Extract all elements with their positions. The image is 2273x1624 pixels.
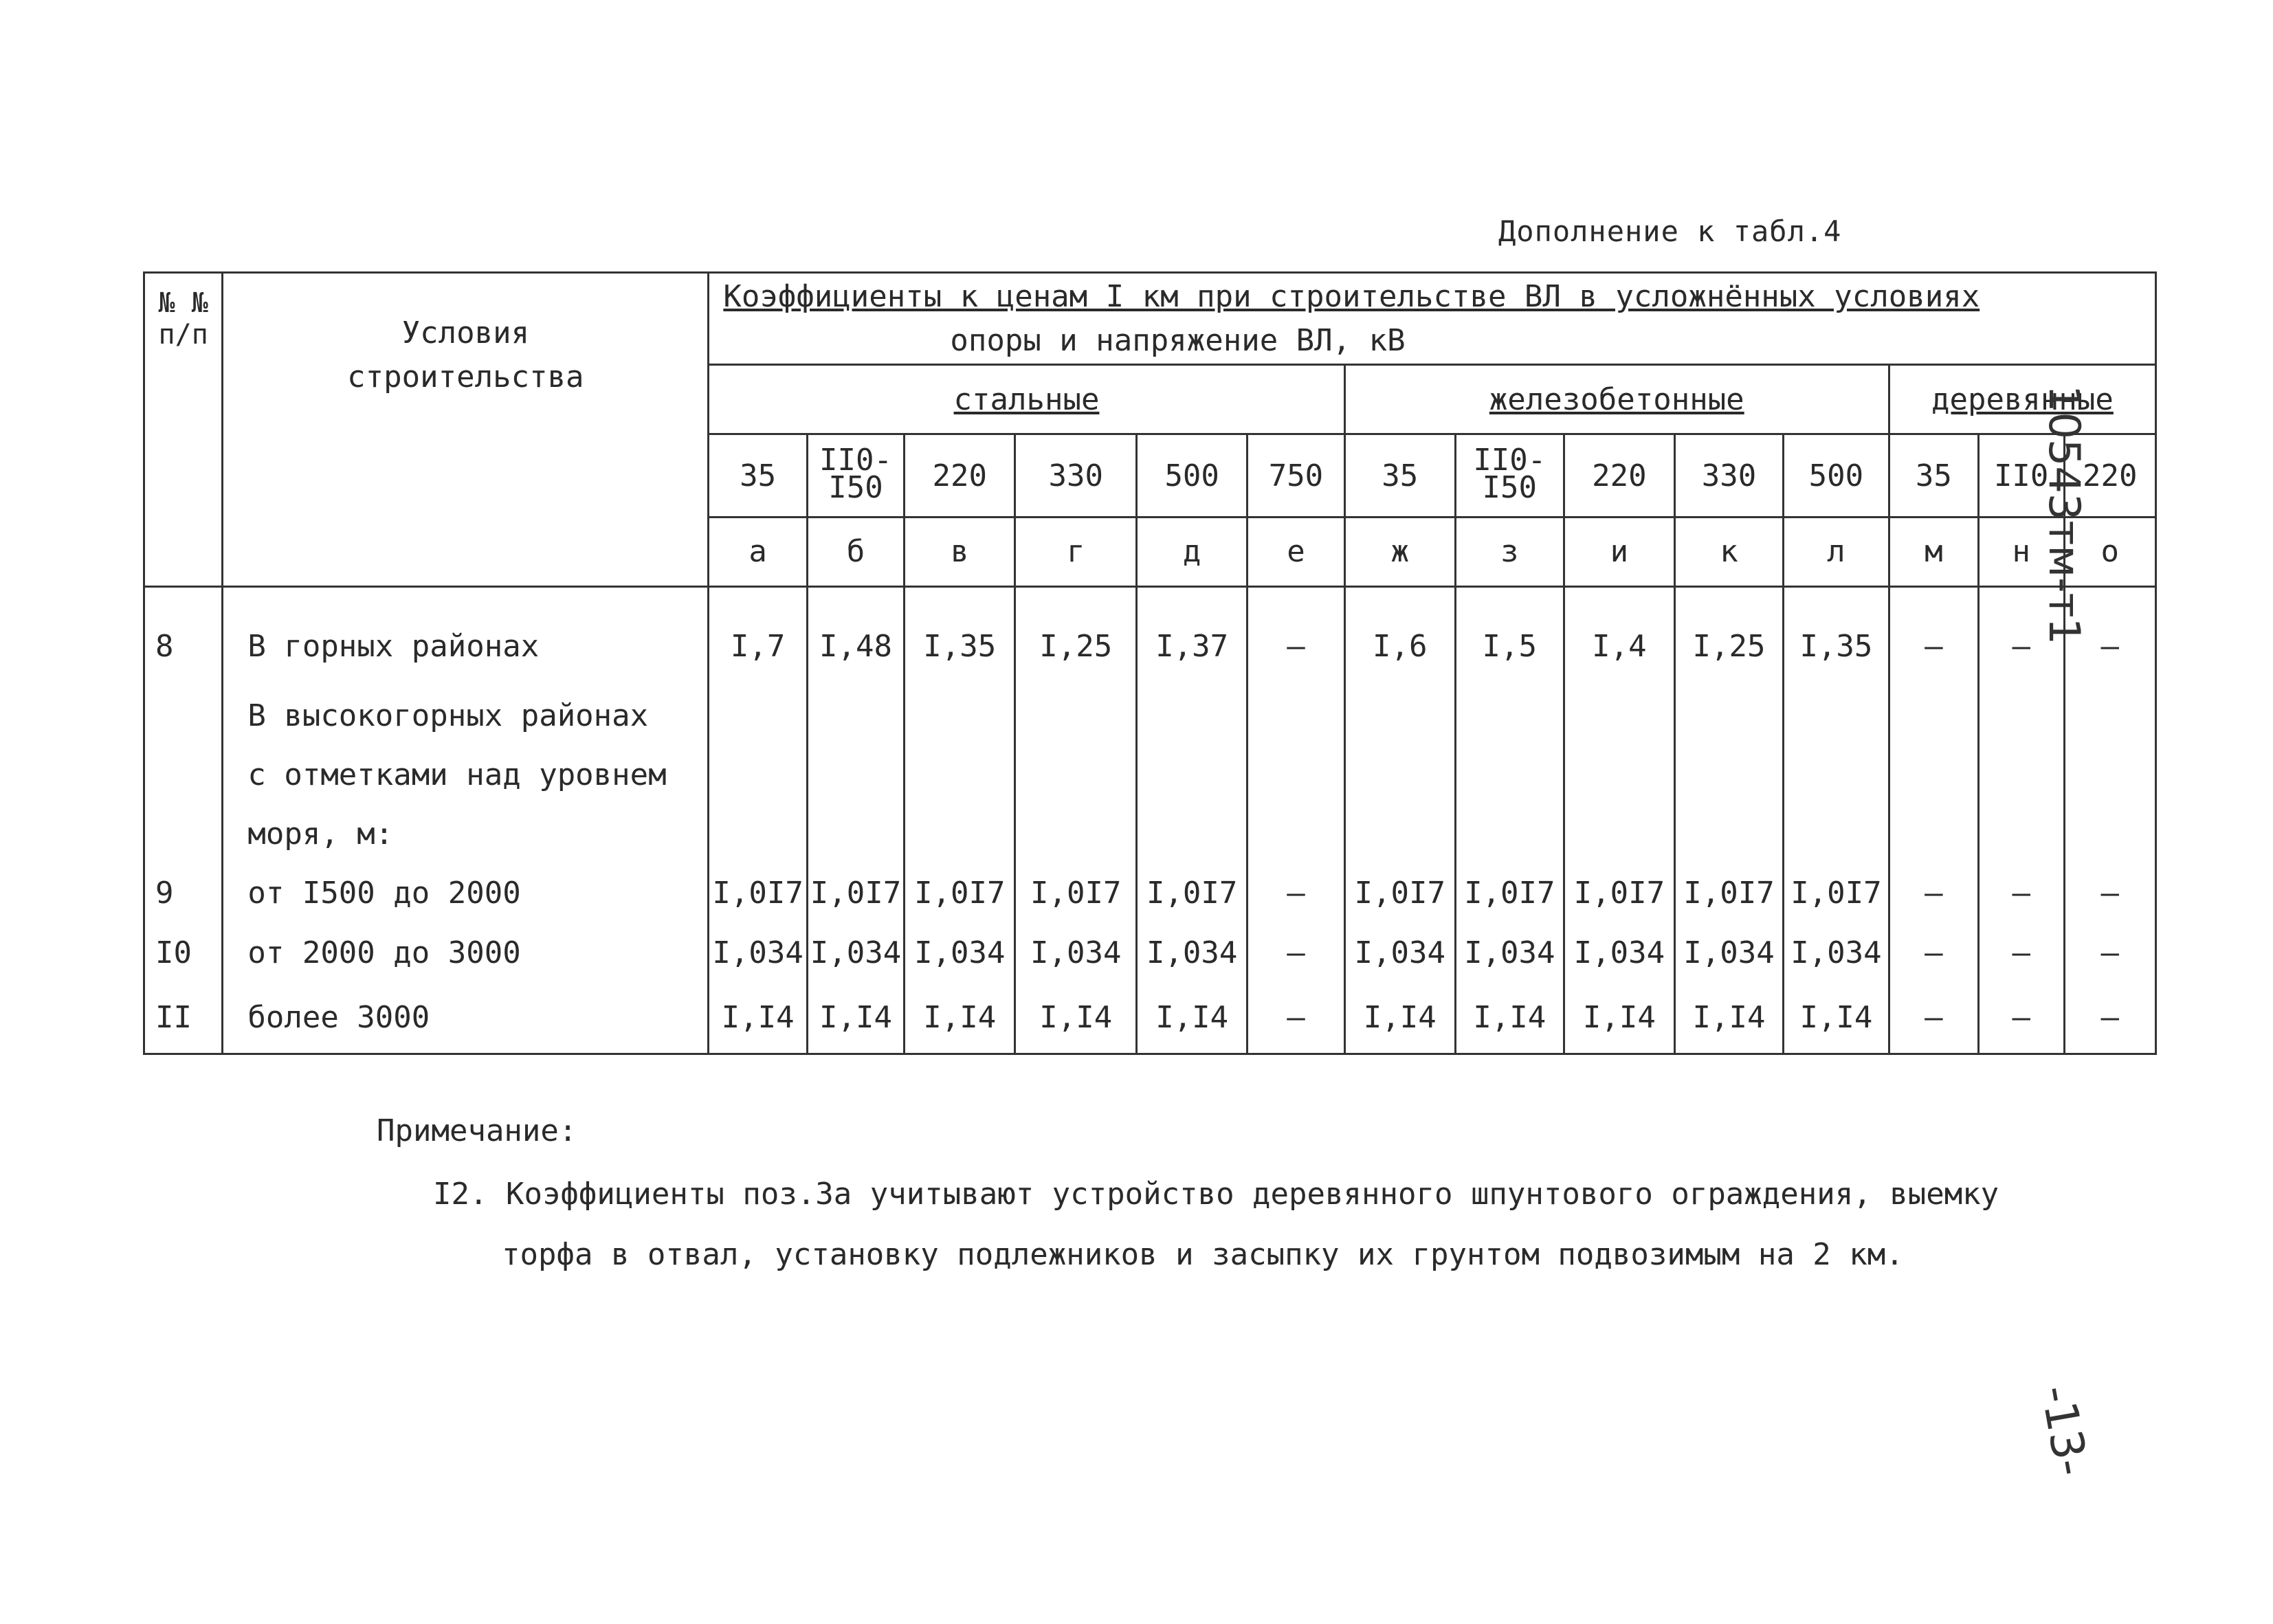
coefficient-cell: I,I4 <box>1455 982 1564 1054</box>
column-letter: ж <box>1344 518 1455 587</box>
coefficient-cell <box>1137 746 1248 805</box>
header-title-line1: Коэффициенты к ценам I км при строительстве ВЛ в усложнённых условиях <box>723 278 1980 314</box>
coefficient-cell: I,034 <box>807 923 904 982</box>
table-row <box>144 746 2156 805</box>
voltage-header <box>1889 434 1978 517</box>
coefficient-cell <box>1674 686 1783 745</box>
header-conditions <box>223 273 709 587</box>
coefficient-cell: – <box>1889 586 1978 686</box>
voltage-header <box>1455 434 1564 517</box>
coefficient-cell: – <box>1978 923 2064 982</box>
coefficient-cell: I,37 <box>1137 586 1248 686</box>
row-condition: моря, м: <box>223 805 709 864</box>
coefficient-cell <box>1455 686 1564 745</box>
coefficient-cell <box>1564 805 1674 864</box>
coefficient-cell <box>1455 805 1564 864</box>
coefficient-cell: – <box>2064 982 2155 1054</box>
coefficient-cell: I,7 <box>709 586 807 686</box>
coefficient-cell: I,0I7 <box>905 864 1015 923</box>
column-letter: л <box>1783 518 1889 587</box>
row-number: 9 <box>144 864 223 923</box>
coefficient-cell: I,034 <box>1455 923 1564 982</box>
column-letter: м <box>1889 518 1978 587</box>
header-num <box>144 273 223 587</box>
coefficient-cell: I,0I7 <box>1783 864 1889 923</box>
coefficient-cell: I,0I7 <box>1455 864 1564 923</box>
coefficient-cell: – <box>1248 982 1344 1054</box>
note-label: Примечание: <box>377 1113 577 1148</box>
row-condition: от I500 до 2000 <box>223 864 709 923</box>
coefficient-cell <box>1248 686 1344 745</box>
voltage-label: 500 <box>1164 458 1219 493</box>
document-code: 10543тм-т1 <box>2039 385 2089 645</box>
voltage-label: 330 <box>1701 458 1757 493</box>
coefficient-cell <box>1248 805 1344 864</box>
coefficient-cell: I,25 <box>1015 586 1137 686</box>
coefficient-cell <box>2064 686 2155 745</box>
column-letter: е <box>1248 518 1344 587</box>
coefficient-cell <box>1674 805 1783 864</box>
header-title <box>709 273 2156 365</box>
column-letter: б <box>807 518 904 587</box>
voltage-label: II0 <box>1993 458 2049 493</box>
voltage-label: 500 <box>1808 458 1864 493</box>
column-letter: о <box>2064 518 2155 587</box>
coefficient-cell: I,034 <box>709 923 807 982</box>
coefficient-cell: I,0I7 <box>1137 864 1248 923</box>
voltage-label: 220 <box>2083 458 2138 493</box>
coefficient-cell <box>905 746 1015 805</box>
row-number <box>144 805 223 864</box>
header-title-line2: опоры и напряжение ВЛ, кВ <box>950 322 1406 358</box>
coefficient-cell: I,I4 <box>1783 982 1889 1054</box>
coefficient-cell: – <box>1889 864 1978 923</box>
coefficient-cell: I,5 <box>1455 586 1564 686</box>
coefficient-cell <box>1137 686 1248 745</box>
coefficient-cell: I,I4 <box>807 982 904 1054</box>
table-row <box>144 586 2156 686</box>
coefficient-cell <box>709 746 807 805</box>
coefficient-cell: I,034 <box>1344 923 1455 982</box>
coefficient-cell: I,I4 <box>1564 982 1674 1054</box>
coefficient-cell: I,0I7 <box>709 864 807 923</box>
coefficient-cell: – <box>1889 923 1978 982</box>
coefficient-cell <box>1674 746 1783 805</box>
coefficient-cell: I,034 <box>1137 923 1248 982</box>
coefficient-cell <box>807 746 904 805</box>
row-condition: В высокогорных районах <box>223 686 709 745</box>
coefficient-cell: I,I4 <box>1674 982 1783 1054</box>
voltage-header <box>905 434 1015 517</box>
coefficient-cell <box>1248 746 1344 805</box>
coefficient-cell <box>905 805 1015 864</box>
coefficient-cell <box>1783 805 1889 864</box>
group-steel: стальные <box>709 365 1344 434</box>
coefficient-cell: I,0I7 <box>1015 864 1137 923</box>
coefficient-cell <box>1015 686 1137 745</box>
coefficient-cell <box>1564 686 1674 745</box>
coefficient-cell <box>1889 746 1978 805</box>
row-condition: более 3000 <box>223 982 709 1054</box>
coefficient-cell <box>807 686 904 745</box>
coefficient-cell <box>1137 805 1248 864</box>
voltage-header <box>807 434 904 517</box>
coefficient-cell: – <box>1248 864 1344 923</box>
coefficient-cell <box>807 805 904 864</box>
header-num-text: № № п/п <box>158 287 208 351</box>
coefficient-cell <box>709 805 807 864</box>
column-letter: и <box>1564 518 1674 587</box>
coefficient-cell <box>1889 805 1978 864</box>
coefficient-cell: – <box>2064 864 2155 923</box>
coefficient-cell <box>1455 746 1564 805</box>
row-condition: с отметками над уровнем <box>223 746 709 805</box>
coefficient-cell: I,034 <box>1783 923 1889 982</box>
header-conditions-text: Условия строительства <box>347 315 584 394</box>
column-letter: к <box>1674 518 1783 587</box>
page-number: -13- <box>2030 1381 2098 1480</box>
coefficient-cell: I,034 <box>905 923 1015 982</box>
voltage-header <box>1344 434 1455 517</box>
column-letter: а <box>709 518 807 587</box>
coefficient-cell: I,25 <box>1674 586 1783 686</box>
coefficient-cell <box>2064 805 2155 864</box>
voltage-label: II0- I50 <box>819 442 892 505</box>
note-line-1: I2. Коэффициенты поз.3а учитывают устройство деревянного шпунтового ограждения, выемку <box>433 1177 1999 1212</box>
coefficient-cell <box>1564 746 1674 805</box>
voltage-header <box>1564 434 1674 517</box>
coefficient-cell: I,0I7 <box>1344 864 1455 923</box>
coefficient-cell: I,I4 <box>1344 982 1455 1054</box>
column-letter: д <box>1137 518 1248 587</box>
coefficient-cell <box>1015 805 1137 864</box>
note-line-2: торфа в отвал, установку подлежников и засыпку их грунтом подвозимым на 2 км. <box>502 1237 1904 1272</box>
column-letter: г <box>1015 518 1137 587</box>
coefficient-cell <box>1978 686 2064 745</box>
table-row <box>144 864 2156 923</box>
group-concrete: железобетонные <box>1344 365 1889 434</box>
voltage-label: 220 <box>1592 458 1647 493</box>
coefficient-cell: – <box>2064 586 2155 686</box>
row-number: 8 <box>144 586 223 686</box>
coefficient-cell: I,I4 <box>1015 982 1137 1054</box>
coefficient-cell <box>905 686 1015 745</box>
column-letter: в <box>905 518 1015 587</box>
coefficient-cell: I,034 <box>1674 923 1783 982</box>
row-condition: от 2000 до 3000 <box>223 923 709 982</box>
row-number: II <box>144 982 223 1054</box>
coefficient-cell <box>709 686 807 745</box>
coefficient-cell <box>1978 746 2064 805</box>
table-row <box>144 686 2156 745</box>
voltage-header <box>1015 434 1137 517</box>
voltage-label: 330 <box>1048 458 1103 493</box>
voltage-label: 35 <box>740 458 777 493</box>
coefficient-cell: – <box>1248 586 1344 686</box>
voltage-label: 220 <box>932 458 988 493</box>
coefficient-cell <box>1015 746 1137 805</box>
column-letter: з <box>1455 518 1564 587</box>
coefficient-cell: I,0I7 <box>1674 864 1783 923</box>
coefficient-cell: I,6 <box>1344 586 1455 686</box>
coefficient-cell <box>2064 746 2155 805</box>
coefficient-cell <box>1344 805 1455 864</box>
coefficients-table <box>143 271 2157 1055</box>
coefficient-cell <box>1978 805 2064 864</box>
coefficient-cell: – <box>1978 586 2064 686</box>
supplement-caption: Дополнение к табл.4 <box>1498 214 1842 248</box>
coefficient-cell: I,I4 <box>1137 982 1248 1054</box>
row-number <box>144 746 223 805</box>
voltage-label: 750 <box>1268 458 1324 493</box>
voltage-label: 35 <box>1915 458 1952 493</box>
coefficient-cell <box>1889 686 1978 745</box>
voltage-header <box>709 434 807 517</box>
voltage-header <box>1137 434 1248 517</box>
voltage-label: 35 <box>1382 458 1419 493</box>
coefficient-cell: I,35 <box>905 586 1015 686</box>
table-row <box>144 982 2156 1054</box>
coefficient-cell: I,35 <box>1783 586 1889 686</box>
coefficient-cell: – <box>1889 982 1978 1054</box>
coefficient-cell: I,0I7 <box>807 864 904 923</box>
row-condition: В горных районах <box>223 586 709 686</box>
voltage-header <box>1248 434 1344 517</box>
coefficient-cell: – <box>1978 864 2064 923</box>
coefficient-cell <box>1344 686 1455 745</box>
table-row <box>144 805 2156 864</box>
voltage-label: II0- I50 <box>1473 442 1546 505</box>
group-wooden: деревянные <box>1889 365 2155 434</box>
coefficient-cell: I,I4 <box>709 982 807 1054</box>
coefficient-cell <box>1783 746 1889 805</box>
row-number <box>144 686 223 745</box>
coefficient-cell <box>1344 746 1455 805</box>
coefficient-cell: I,4 <box>1564 586 1674 686</box>
coefficient-cell: – <box>2064 923 2155 982</box>
voltage-header <box>1783 434 1889 517</box>
coefficient-cell: I,I4 <box>905 982 1015 1054</box>
coefficient-cell: I,0I7 <box>1564 864 1674 923</box>
coefficient-cell <box>1783 686 1889 745</box>
row-number: I0 <box>144 923 223 982</box>
column-letter: н <box>1978 518 2064 587</box>
coefficient-cell: – <box>1248 923 1344 982</box>
coefficient-cell: I,034 <box>1564 923 1674 982</box>
voltage-header <box>1674 434 1783 517</box>
table-row <box>144 923 2156 982</box>
coefficient-cell: – <box>1978 982 2064 1054</box>
coefficient-cell: I,034 <box>1015 923 1137 982</box>
coefficient-cell: I,48 <box>807 586 904 686</box>
